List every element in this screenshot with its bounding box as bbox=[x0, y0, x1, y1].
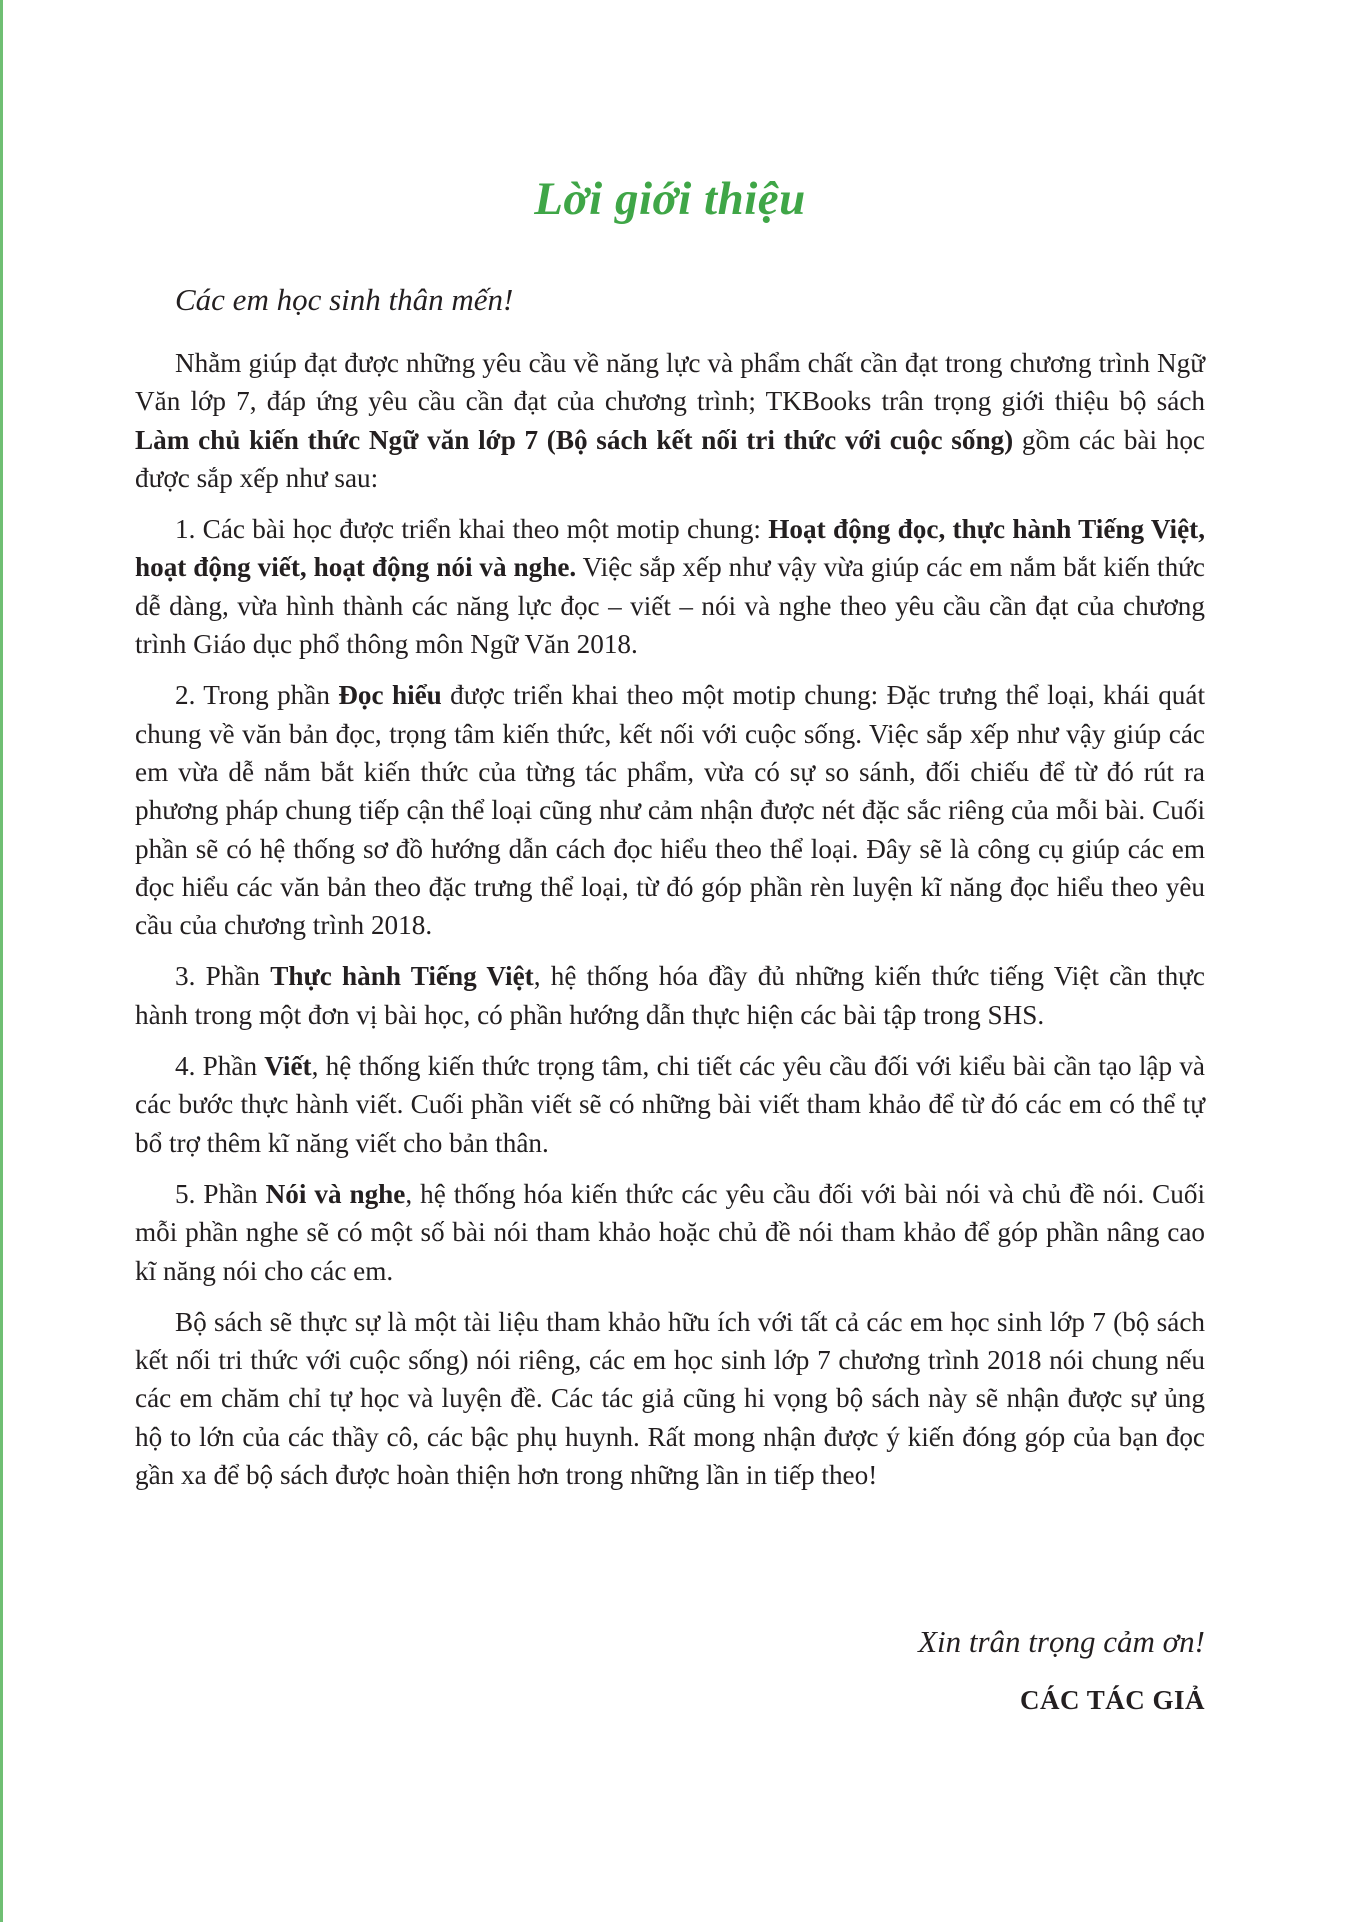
outro-paragraph: Bộ sách sẽ thực sự là một tài liệu tham khảo hữu ích với tất cả các em học sinh lớp 7 (bộ sách kết nối tri thức với cuộc sống) nói riêng, các em học sinh lớp 7 chương trình 2018 nói chung nếu các em chăm chỉ tự học và luyện đề. Các tác giả cũng hi vọng bộ sách này sẽ nhận được sự ủng hộ to lớn của các thầy cô, các bậc phụ huynh. Rất mong nhận được ý kiến đóng góp của bạn đọc gần xa để bộ sách được hoàn thiện hơn trong những lần in tiếp theo! bbox=[135, 1306, 1205, 1491]
item-3-text-1: 3. Phần bbox=[175, 961, 271, 992]
item-5-text-1: 5. Phần bbox=[175, 1178, 266, 1209]
closing-line: Xin trân trọng cảm ơn! bbox=[918, 1624, 1205, 1659]
greeting: Các em học sinh thân mến! bbox=[175, 282, 514, 317]
intro-text-1: Nhằm giúp đạt được những yêu cầu về năng lực và phẩm chất cần đạt trong chương trình Ngữ Văn lớp 7, đáp ứng yêu cầu cần đạt của chương trình; TKBooks trân trọng giới thiệu bộ sách bbox=[135, 348, 1205, 417]
signature: CÁC TÁC GIẢ bbox=[1019, 1685, 1205, 1715]
intro-paragraph bbox=[135, 344, 1205, 497]
item-2-bold: Đọc hiểu bbox=[338, 680, 442, 711]
item-1-text-1: 1. Các bài học được triển khai theo một motip chung: bbox=[175, 514, 769, 545]
page-title: Lời giới thiệu bbox=[534, 173, 806, 225]
body-text bbox=[135, 344, 1205, 1507]
item-4-bold: Viết bbox=[264, 1051, 312, 1082]
item-3-bold: Thực hành Tiếng Việt bbox=[270, 961, 534, 992]
intro-text-2: gồm các bài học được sắp xếp như sau: bbox=[135, 424, 1205, 493]
page-edge-line bbox=[0, 0, 3, 1922]
item-5-bold: Nói và nghe bbox=[265, 1178, 406, 1209]
item-2-text-1: 2. Trong phần bbox=[175, 680, 339, 711]
item-2-text-2: được triển khai theo một motip chung: Đặc trưng thể loại, khái quát chung về văn bản đọc, trọng tâm kiến thức, kết nối với cuộc sống. Việc sắp xếp như vậy giúp các em vừa dễ nắm bắt kiến thức của từng tác phẩm, vừa có sự so sánh, đối chiếu để từ đó rút ra phương pháp chung tiếp cận thể loại cũng như cảm nhận được nét đặc sắc riêng của mỗi bài. Cuối phần sẽ có hệ thống sơ đồ hướng dẫn cách đọc hiểu theo thể loại. Đây sẽ là công cụ giúp các em đọc hiểu các văn bản theo đặc trưng thể loại, từ đó góp phần rèn luyện kĩ năng đọc hiểu theo yêu cầu của chương trình 2018. bbox=[135, 680, 1206, 941]
item-1-text-2: Việc sắp xếp như vậy vừa giúp các em nắm bắt kiến thức dễ dàng, vừa hình thành các năng lực đọc – viết – nói và nghe theo yêu cầu cần đạt của chương trình Giáo dục phổ thông môn Ngữ Văn 2018. bbox=[135, 552, 1205, 660]
item-3-paragraph bbox=[135, 957, 1205, 1034]
item-3-text-2: , hệ thống hóa đầy đủ những kiến thức tiếng Việt cần thực hành trong một đơn vị bài học, có phần hướng dẫn thực hiện các bài tập trong SHS. bbox=[135, 961, 1205, 1030]
item-1-paragraph bbox=[135, 510, 1205, 663]
item-5-text-2: , hệ thống hóa kiến thức các yêu cầu đối với bài nói và chủ đề nói. Cuối mỗi phần nghe sẽ có một số bài nói tham khảo hoặc chủ đề nói tham khảo để góp phần nâng cao kĩ năng nói cho các em. bbox=[135, 1178, 1206, 1286]
item-4-paragraph bbox=[135, 1047, 1205, 1162]
item-4-text-1: 4. Phần bbox=[175, 1051, 265, 1082]
item-4-text-2: , hệ thống kiến thức trọng tâm, chi tiết các yêu cầu đối với kiểu bài cần tạo lập và các bước thực hành viết. Cuối phần viết sẽ có những bài viết tham khảo để từ đó các em có thể tự bổ trợ thêm kĩ năng viết cho bản thân. bbox=[135, 1051, 1205, 1158]
item-2-paragraph bbox=[135, 676, 1205, 944]
intro-book-title: Làm chủ kiến thức Ngữ văn lớp 7 (Bộ sách kết nối tri thức với cuộc sống) bbox=[135, 424, 1014, 455]
item-1-bold: Hoạt động đọc, thực hành Tiếng Việt, hoạt động viết, hoạt động nói và nghe. bbox=[135, 514, 1205, 583]
item-5-paragraph bbox=[135, 1175, 1205, 1290]
